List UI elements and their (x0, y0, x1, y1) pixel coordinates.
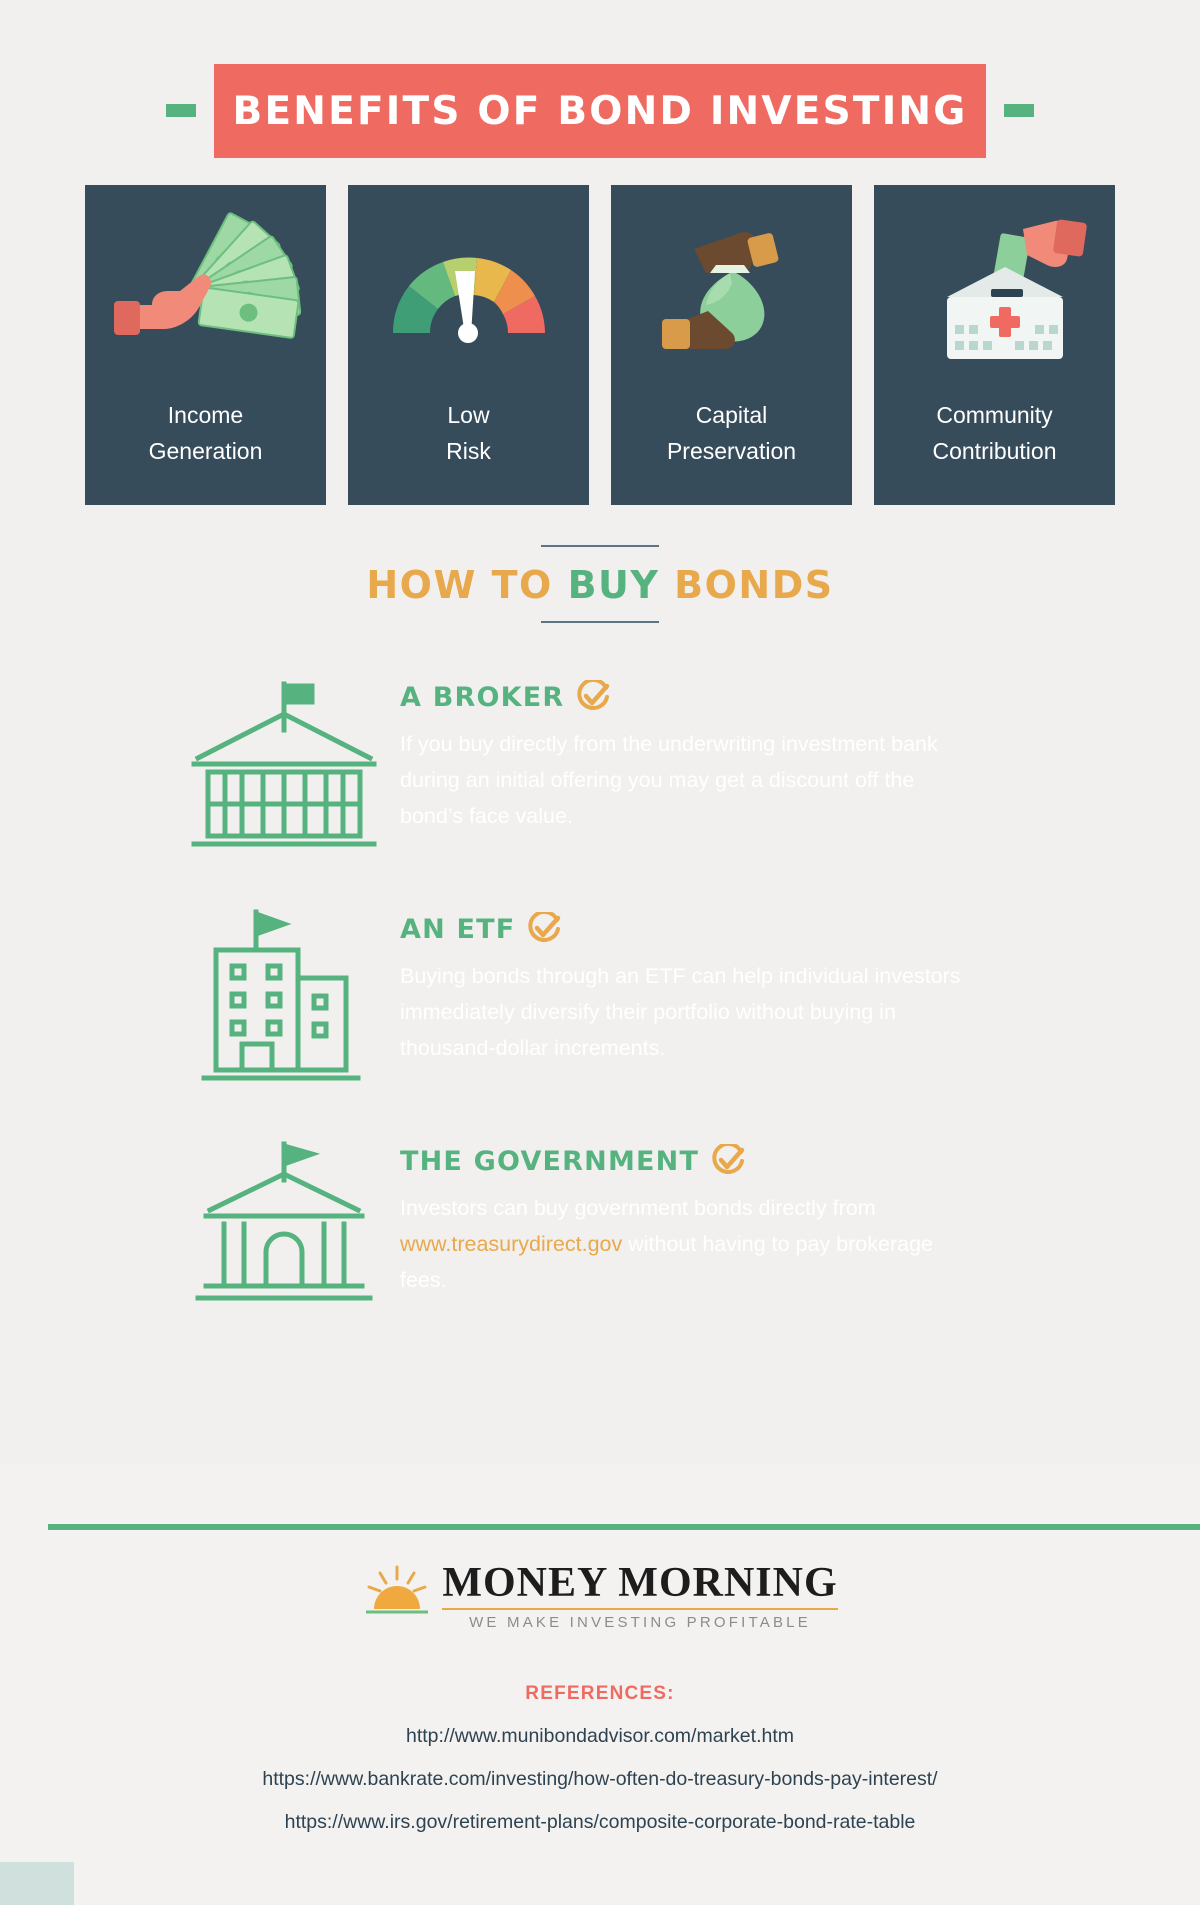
benefit-tile-income-generation (85, 185, 326, 505)
heading-rule-top (541, 545, 659, 547)
brand-logo (0, 1560, 1200, 1631)
cash-in-hand-icon (106, 211, 306, 381)
ribbon-tab-right (1004, 104, 1034, 117)
benefit-label (667, 397, 796, 469)
risk-gauge-icon (369, 211, 569, 381)
method-title: A BROKER (400, 681, 565, 713)
benefit-label-line1: Capital (695, 402, 768, 428)
method-text (400, 1190, 980, 1298)
check-circle-icon (527, 912, 561, 946)
ribbon-tab-left (166, 104, 196, 117)
benefit-label-line1: Income (167, 402, 244, 428)
method-text-before: Investors can buy government bonds directly from (400, 1196, 876, 1220)
method-title-row (400, 912, 980, 946)
method-row-broker (0, 672, 1200, 862)
method-body (400, 1136, 980, 1298)
benefit-label-line2: Preservation (666, 438, 797, 464)
benefit-label (149, 397, 263, 469)
panel-bottom-rule (48, 1524, 1200, 1530)
brand-name: MONEY MORNING (442, 1560, 838, 1606)
sunrise-icon (362, 1563, 432, 1628)
section-title-part1: HOW TO (366, 563, 568, 607)
benefit-tile-community-contribution (874, 185, 1115, 505)
benefit-label (932, 397, 1056, 469)
method-title: AN ETF (400, 913, 516, 945)
benefit-label-line1: Community (936, 402, 1053, 428)
footer-left-accent (0, 1862, 74, 1905)
check-circle-icon (711, 1144, 745, 1178)
footer (0, 1560, 1200, 1834)
section-title-part3: BONDS (674, 563, 834, 607)
benefit-label (446, 397, 491, 469)
benefit-label-line2: Risk (446, 438, 491, 464)
references-title: REFERENCES: (525, 1683, 675, 1704)
benefit-label-line2: Contribution (932, 438, 1057, 464)
benefits-row (85, 185, 1115, 505)
brand-logo-text (442, 1560, 837, 1631)
brand-rule (442, 1608, 837, 1610)
method-body (400, 904, 980, 1066)
benefit-label-line2: Generation (148, 438, 263, 464)
section-heading-group (0, 545, 1200, 623)
methods-list (0, 672, 1200, 1368)
title-ribbon (214, 64, 986, 158)
section-title-part2: BUY (567, 563, 675, 607)
donation-box-icon (895, 211, 1095, 381)
title-ribbon-group (0, 32, 1200, 132)
treasurydirect-link[interactable]: www.treasurydirect.gov (400, 1232, 623, 1256)
reference-link[interactable]: http://www.munibondadvisor.com/market.htm (406, 1725, 794, 1747)
method-title-row (400, 680, 980, 714)
method-title: THE GOVERNMENT (400, 1145, 700, 1177)
benefit-tile-capital-preservation (611, 185, 852, 505)
footer-right-accent (1126, 1862, 1200, 1905)
method-row-etf (0, 904, 1200, 1094)
method-text: Buying bonds through an ETF can help individual investors immediately diversify their portfolio without buying in thousand-dollar increments. (400, 964, 961, 1060)
benefit-tile-low-risk (348, 185, 589, 505)
method-title-row (400, 1144, 980, 1178)
government-building-icon (180, 1136, 400, 1326)
page-title: BENEFITS OF BOND INVESTING (232, 88, 968, 134)
office-building-icon (180, 904, 400, 1094)
method-body (400, 672, 980, 834)
section-title (0, 563, 1200, 607)
reference-link[interactable]: https://www.bankrate.com/investing/how-often-do-treasury-bonds-pay-interest/ (262, 1768, 938, 1790)
brand-tagline: WE MAKE INVESTING PROFITABLE (469, 1614, 811, 1631)
heading-rule-bottom (541, 621, 659, 623)
benefit-label-line1: Low (447, 402, 490, 428)
method-row-government (0, 1136, 1200, 1326)
method-text: If you buy directly from the underwriting investment bank during an initial offering you may get a discount off the bond’s face value. (400, 732, 938, 828)
bank-building-icon (180, 672, 400, 862)
method-text-after: without having to pay brokerage fees. (400, 1232, 934, 1292)
reference-link[interactable]: https://www.irs.gov/retirement-plans/composite-corporate-bond-rate-table (284, 1811, 916, 1833)
money-bag-in-hands-icon (632, 211, 832, 381)
check-circle-icon (576, 680, 610, 714)
